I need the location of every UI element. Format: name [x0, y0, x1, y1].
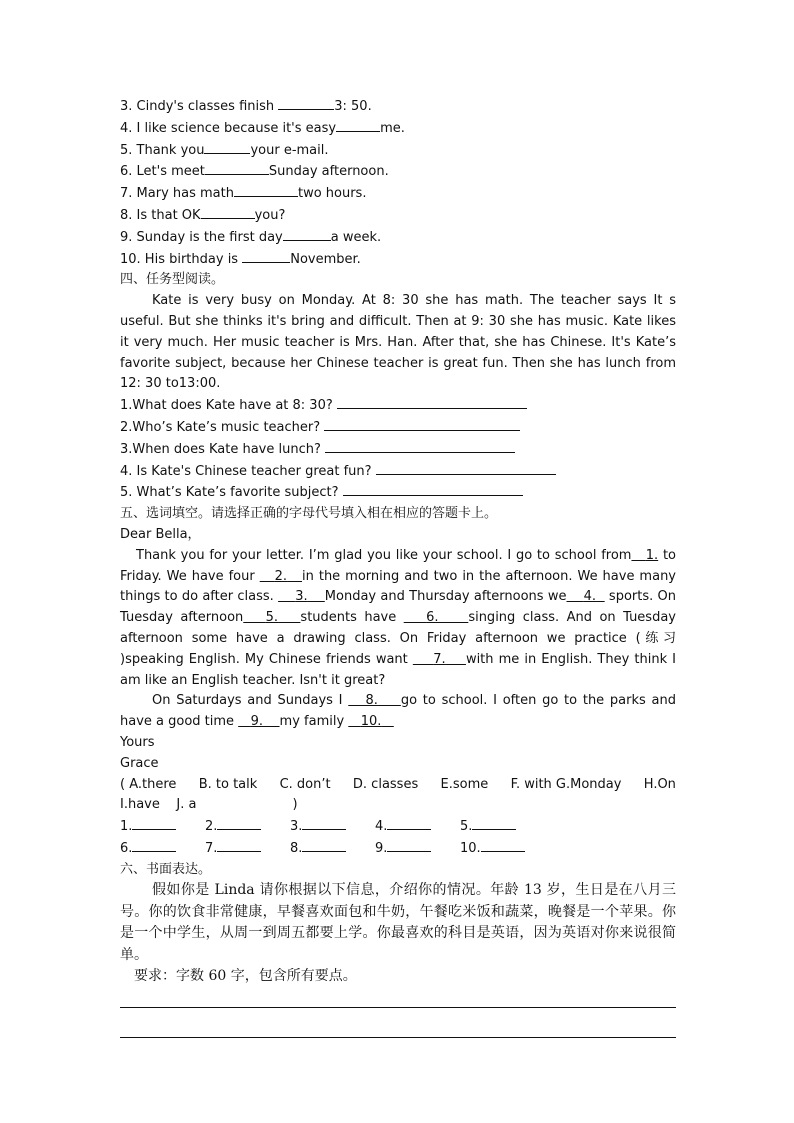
answer-slot-8[interactable]: 8.	[290, 838, 375, 860]
answer-slot-1[interactable]: 1.	[120, 816, 205, 838]
choice-d: D. classes	[352, 776, 419, 792]
reading-passage: Kate is very busy on Monday. At 8: 30 she has math. The teacher says It s useful. But she thinks it's bring and difficult. Then at 9: 30 she has music. Kate likes it very much. Her music teacher is Mrs. Han. After that, she has Chinese. It's Kate’s favorite subject, because her Chinese teacher is great fun. Then she has lunch from 12: 30 to13:00.	[120, 293, 676, 392]
reading-question-2: 2.Who’s Kate’s music teacher?	[120, 417, 676, 439]
choice-e: E.some	[440, 776, 489, 792]
word-choices-line-2: I.have J. a )	[120, 797, 298, 813]
writing-prompt: 假如你是 Linda 请你根据以下信息，介绍你的情况。年龄 13 岁，生日是在八月三号。你的饮食非常健康，早餐喜欢面包和牛奶，午餐吃米饭和蔬菜，晚餐是一个苹果。你是一个中学生，从周一到周五都要上学。你最喜欢的科目是英语，因为英语对你来说很简单。	[120, 882, 676, 963]
letter-paragraph-2: On Saturdays and Sundays I 8. go to school. I often go to the parks and have a good time 9. my family 10.	[120, 693, 676, 730]
answer-slot-3[interactable]: 3.	[290, 816, 375, 838]
letter-signature: Grace	[120, 755, 159, 771]
section-4-title: 四、任务型阅读。	[120, 272, 225, 288]
fill-item-9: 9. Sunday is the first day a week.	[120, 227, 676, 249]
choice-h: H.On	[643, 776, 676, 792]
answer-slot-9[interactable]: 9.	[375, 838, 460, 860]
fill-item-7: 7. Mary has math two hours.	[120, 183, 676, 205]
fill-item-5: 5. Thank you your e-mail.	[120, 140, 676, 162]
word-choices-line-1	[120, 775, 676, 796]
choice-i: I.have	[120, 797, 160, 813]
answer-slot-10[interactable]: 10.	[460, 838, 545, 860]
reading-question-1: 1.What does Kate have at 8: 30?	[120, 395, 676, 417]
choice-f-g: F. with G.Monday	[510, 776, 622, 792]
reading-question-5: 5. What’s Kate’s favorite subject?	[120, 482, 676, 504]
writing-requirement: 要求：字数 60 字，包含所有要点。	[134, 968, 357, 985]
choice-j: J. a	[176, 797, 197, 813]
choice-b: B. to talk	[198, 776, 258, 792]
fill-item-4: 4. I like science because it's easy me.	[120, 118, 676, 140]
fill-item-10: 10. His birthday is November.	[120, 249, 676, 271]
answer-slot-5[interactable]: 5.	[460, 816, 545, 838]
letter-paragraph-1: Thank you for your letter. I’m glad you like your school. I go to school from 1. to Friday. We have four 2. in the morning and two in the afternoon. We have many things to do after class. 3. Monday and Thursday afternoons we 4. sports. On Tuesday afternoon 5. students have 6. singing class. And on Tuesday afternoon some have a drawing class. On Friday afternoon we practice (练习 )speaking English. My Chinese friends want 7. with me in English. They think I am like an English teacher. Isn't it great?	[120, 547, 677, 688]
fill-item-6: 6. Let's meet Sunday afternoon.	[120, 161, 676, 183]
fill-item-8: 8. Is that OK you?	[120, 205, 676, 227]
choice-a: ( A.there	[120, 776, 177, 792]
answer-slot-7[interactable]: 7.	[205, 838, 290, 860]
choice-c: C. don’t	[279, 776, 331, 792]
answer-row-2	[120, 838, 676, 860]
worksheet-page	[120, 96, 676, 1038]
answer-slot-4[interactable]: 4.	[375, 816, 460, 838]
answer-row-1	[120, 816, 676, 838]
section-6-title: 六、书面表达。	[120, 861, 212, 877]
answer-slot-6[interactable]: 6.	[120, 838, 205, 860]
answer-slot-2[interactable]: 2.	[205, 816, 290, 838]
writing-line-2[interactable]	[120, 1037, 676, 1038]
fill-item-3: 3. Cindy's classes finish 3: 50.	[120, 96, 676, 118]
reading-question-4: 4. Is Kate's Chinese teacher great fun?	[120, 461, 676, 483]
reading-question-3: 3.When does Kate have lunch?	[120, 439, 676, 461]
letter-closing: Yours	[120, 734, 155, 750]
section-5-title: 五、选词填空。请选择正确的字母代号填入相在相应的答题卡上。	[120, 506, 498, 522]
letter-salutation: Dear Bella，	[120, 526, 201, 542]
